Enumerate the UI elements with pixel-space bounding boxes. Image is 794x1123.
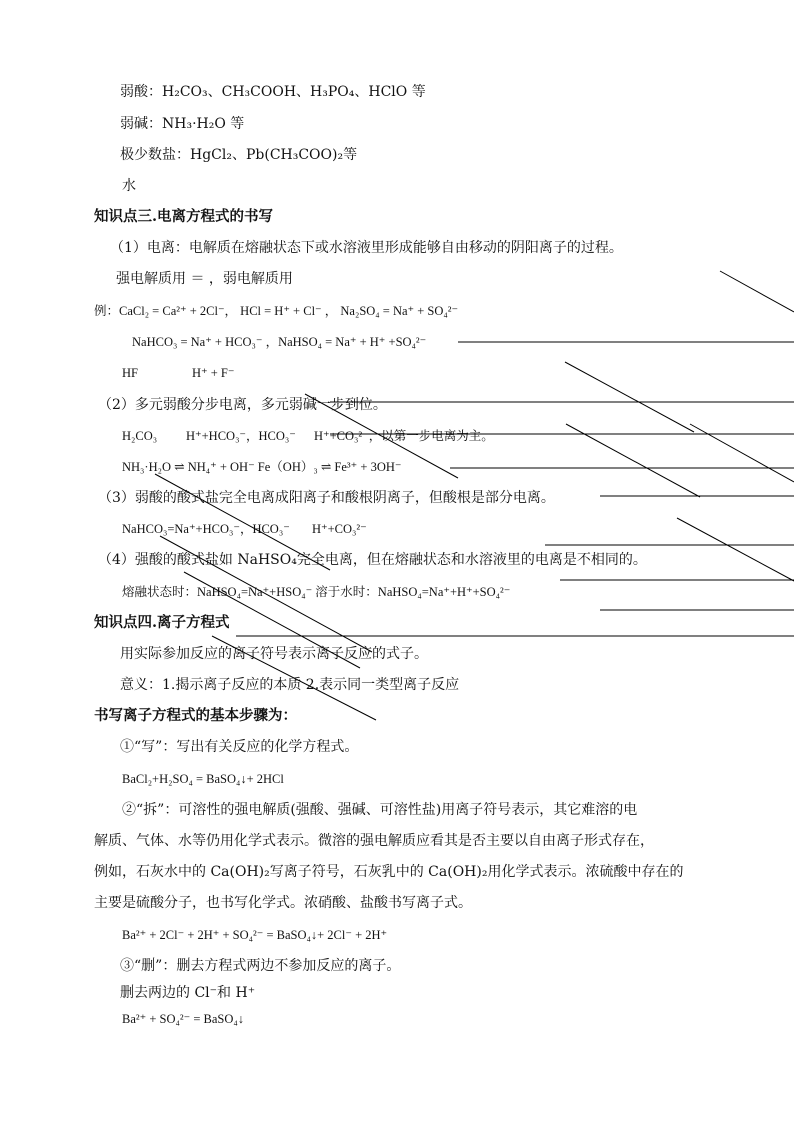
weak-acids-line: 弱酸：H₂CO₃、CH₃COOH、H₃PO₄、HClO 等: [120, 84, 426, 100]
ionic-equation-meaning: 意义：1.揭示离子反应的本质 2.表示同一类型离子反应: [120, 677, 460, 693]
example-line-2: NaHCO₃ = Na⁺ + HCO₃⁻ ，NaHSO₄ = Na⁺ + H⁺ +SO₄²⁻: [132, 335, 427, 349]
few-salts-line: 极少数盐：HgCl₂、Pb(CH₃COO)₂等: [120, 147, 358, 163]
h2co3-eq-left: H₂CO₃: [122, 429, 158, 443]
weak-base-eq: NH₃·H₂O ⇌ NH₄⁺ + OH⁻ Fe（OH）₃ ⇌ Fe³⁺ + 3OH⁻: [122, 460, 402, 474]
water-line: 水: [122, 178, 136, 194]
stray-line: [677, 518, 794, 581]
strong-weak-notation: 强电解质用 ＝ ，弱电解质用: [116, 271, 293, 287]
rule-2: （2）多元弱酸分步电离，多元弱碱一步到位。: [98, 397, 387, 413]
section-title-kp3: 知识点三.电离方程式的书写: [94, 208, 274, 225]
nahso4-eq: 熔融状态时：NaHSO₄=Na⁺+HSO₄⁻ 溶于水时：NaHSO₄=Na⁺+H⁺+SO₄²⁻: [122, 585, 511, 599]
example-hf-left: HF: [122, 366, 138, 380]
step-2-line-2: 解质、气体、水等仍用化学式表示。微溶的强电解质应看其是否主要以自由离子形式存在，: [94, 833, 654, 849]
step-1-write: ①“写”：写出有关反应的化学方程式。: [120, 739, 359, 755]
h2co3-eq-right: H⁺+CO₃²⁻，以第一步电离为主。: [314, 429, 494, 443]
step-2-line-1: ②“拆”：可溶性的强电解质(强酸、强碱、可溶性盐)用离子符号表示，其它难溶的电: [122, 802, 638, 818]
step-2-equation: Ba²⁺ + 2Cl⁻ + 2H⁺ + SO₄²⁻ = BaSO₄↓+ 2Cl⁻ + 2H⁺: [122, 928, 388, 942]
rule-4: （4）强酸的酸式盐如 NaHSO₄完全电离，但在熔融状态和水溶液里的电离是不相同的。: [98, 552, 647, 568]
stray-line: [566, 424, 700, 497]
stray-line: [720, 271, 794, 312]
stray-line: [565, 362, 694, 432]
ionization-definition: （1）电离：电解质在熔融状态下或水溶液里形成能够自由移动的阴阳离子的过程。: [110, 240, 623, 256]
example-hf-right: H⁺ + F⁻: [192, 366, 235, 380]
steps-title: 书写离子方程式的基本步骤为：: [94, 707, 297, 724]
weak-bases-line: 弱碱：NH₃·H₂O 等: [120, 116, 245, 132]
ionic-equation-definition: 用实际参加反应的离子符号表示离子反应的式子。: [120, 646, 428, 662]
section-title-kp4: 知识点四.离子方程式: [94, 614, 230, 631]
rule-3: （3）弱酸的酸式盐完全电离成阳离子和酸根阴离子，但酸根是部分电离。: [98, 490, 555, 506]
step-2-line-4: 主要是硫酸分子，也书写化学式。浓硝酸、盐酸书写离子式。: [94, 895, 472, 911]
step-1-equation: BaCl₂+H₂SO₄ = BaSO₄↓+ 2HCl: [122, 772, 284, 786]
stray-line: [690, 424, 794, 482]
step-2-line-3: 例如，石灰水中的 Ca(OH)₂写离子符号，石灰乳中的 Ca(OH)₂用化学式表示。浓硫酸中存在的: [94, 864, 684, 880]
step-3-note: 删去两边的 Cl⁻和 H⁺: [120, 985, 256, 1001]
nahco3-eq-right: H⁺+CO₃²⁻: [312, 522, 367, 536]
step-3-equation: Ba²⁺ + SO₄²⁻ = BaSO₄↓: [122, 1012, 244, 1026]
example-line-1: 例：CaCl₂ = Ca²⁺ + 2Cl⁻， HCl = H⁺ + Cl⁻ ， Na₂SO₄ = Na⁺ + SO₄²⁻: [94, 304, 459, 318]
h2co3-eq-mid: H⁺+HCO₃⁻，HCO₃⁻: [186, 429, 296, 443]
step-3-delete: ③“删”：删去方程式两边不参加反应的离子。: [120, 958, 401, 974]
nahco3-eq-left: NaHCO₃=Na⁺+HCO₃⁻，HCO₃⁻: [122, 522, 290, 536]
